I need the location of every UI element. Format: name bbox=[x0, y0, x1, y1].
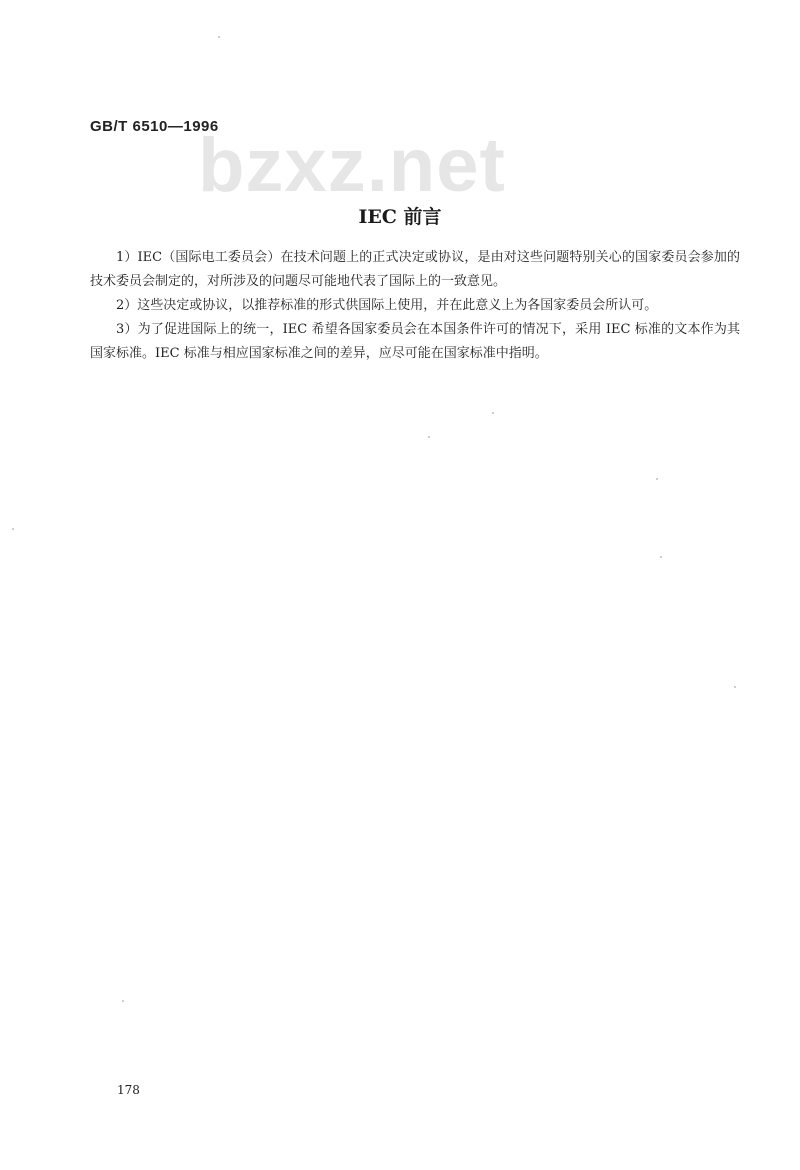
scan-speck bbox=[734, 686, 736, 688]
preface-body bbox=[90, 246, 740, 366]
scan-speck bbox=[12, 528, 14, 530]
standard-code: GB/T 6510—1996 bbox=[90, 118, 219, 135]
scan-speck bbox=[122, 1000, 124, 1002]
scan-speck bbox=[492, 412, 494, 414]
scan-speck bbox=[660, 556, 662, 558]
scan-speck bbox=[218, 36, 220, 38]
paragraph-3: 3）为了促进国际上的统一，IEC 希望各国家委员会在本国条件许可的情况下，采用 IEC 标准的文本作为其国家标准。IEC 标准与相应国家标准之间的差异，应尽可能在国家标准中指明。 bbox=[90, 322, 740, 361]
scan-speck bbox=[656, 478, 658, 480]
paragraph-1: 1）IEC（国际电工委员会）在技术问题上的正式决定或协议，是由对这些问题特别关心的国家委员会参加的技术委员会制定的，对所涉及的问题尽可能地代表了国际上的一致意见。 bbox=[90, 250, 740, 289]
watermark-logo: bzxz.net bbox=[198, 123, 506, 208]
page-title: IEC 前言 bbox=[358, 206, 442, 228]
paragraph-2: 2）这些决定或协议，以推荐标准的形式供国际上使用，并在此意义上为各国家委员会所认可。 bbox=[116, 298, 658, 313]
scan-speck bbox=[428, 436, 430, 438]
page-number: 178 bbox=[117, 1083, 140, 1097]
